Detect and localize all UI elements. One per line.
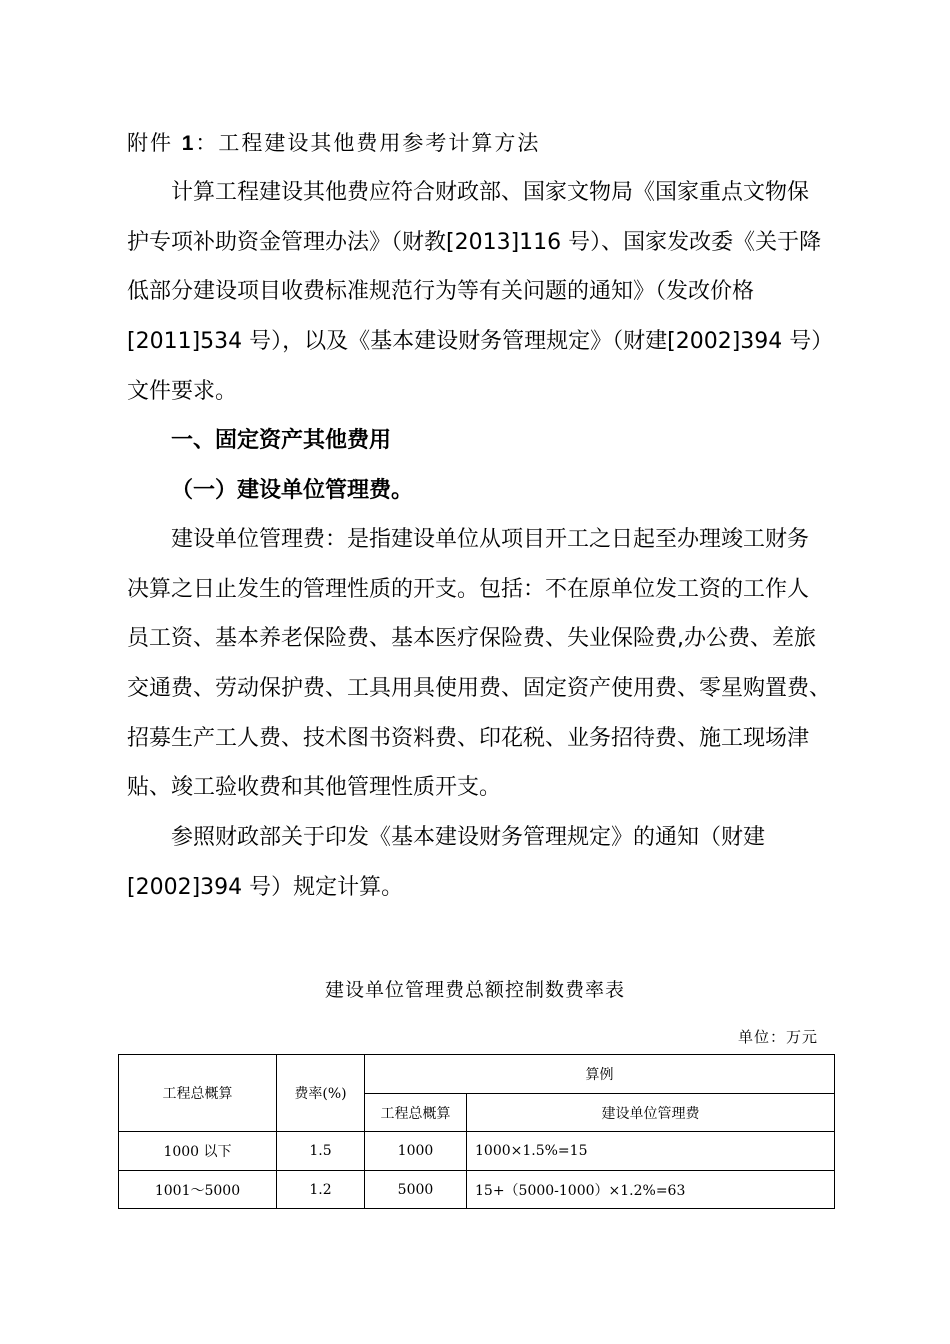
table-unit-label: 单位：万元 bbox=[737, 1028, 818, 1046]
attachment-heading bbox=[127, 128, 540, 159]
table-title: 建设单位管理费总额控制数费率表 bbox=[324, 979, 625, 1001]
paragraph-line: 建设单位管理费：是指建设单位从项目开工之日起至办理竣工财务 bbox=[171, 527, 810, 552]
section-heading bbox=[127, 416, 827, 466]
paragraph-line: 员工资、基本养老保险费、基本医疗保险费、失业保险费,办公费、差旅 bbox=[127, 626, 816, 652]
paragraph-line: 参照财政部关于印发《基本建设财务管理规定》的通知（财建 bbox=[171, 825, 766, 850]
paragraph-line: 决算之日止发生的管理性质的开支。包括：不在原单位发工资的工作人 bbox=[127, 576, 810, 602]
paragraph-line: 交通费、劳动保护费、工具用具使用费、固定资产使用费、零星购置费、 bbox=[127, 676, 832, 702]
cell-budget: 1000 bbox=[365, 1132, 467, 1171]
cell-budget: 5000 bbox=[365, 1171, 467, 1209]
header-example-budget: 工程总概算 bbox=[365, 1094, 467, 1132]
table-row bbox=[119, 1171, 835, 1209]
intro-paragraph bbox=[127, 168, 834, 416]
cell-range: 1000 以下 bbox=[119, 1132, 277, 1171]
attachment-title: ：工程建设其他费用参考计算方法 bbox=[195, 131, 541, 155]
paragraph-line: 文件要求。 bbox=[127, 378, 238, 404]
cell-rate: 1.5 bbox=[277, 1132, 365, 1171]
section-heading-text: 一、固定资产其他费用 bbox=[171, 428, 392, 453]
subsection-heading bbox=[127, 466, 827, 516]
table-header-row bbox=[119, 1055, 835, 1094]
paragraph-line: 招募生产工人费、技术图书资料费、印花税、业务招待费、施工现场津 bbox=[127, 725, 810, 751]
attachment-prefix: 附件 bbox=[127, 131, 173, 155]
paragraph-line: 低部分建设项目收费标准规范行为等有关问题的通知》（发改价格 bbox=[127, 279, 755, 305]
header-example-fee: 建设单位管理费 bbox=[467, 1094, 835, 1132]
header-rate: 费率(%) bbox=[277, 1055, 365, 1132]
table-row bbox=[119, 1132, 835, 1171]
definition-paragraph bbox=[127, 515, 832, 813]
reference-paragraph bbox=[127, 813, 827, 912]
paragraph-line: 计算工程建设其他费应符合财政部、国家文物局《国家重点文物保 bbox=[171, 180, 810, 205]
cell-calculation: 1000×1.5%=15 bbox=[467, 1132, 835, 1171]
subsection-heading-text: （一）建设单位管理费。 bbox=[171, 478, 414, 503]
cell-range: 1001～5000 bbox=[119, 1171, 277, 1209]
header-total-budget: 工程总概算 bbox=[119, 1055, 277, 1132]
paragraph-line: 护专项补助资金管理办法》（财教[2013]116 号）、国家发改委《关于降 bbox=[127, 229, 822, 255]
cell-calculation: 15+（5000-1000）×1.2%=63 bbox=[467, 1171, 835, 1209]
attachment-number: 1 bbox=[181, 132, 196, 155]
cell-rate: 1.2 bbox=[277, 1171, 365, 1209]
header-example: 算例 bbox=[365, 1055, 835, 1094]
paragraph-line: [2011]534 号），以及《基本建设财务管理规定》（财建[2002]394 号） bbox=[127, 329, 834, 355]
fee-rate-table bbox=[118, 1054, 835, 1209]
paragraph-line: [2002]394 号）规定计算。 bbox=[127, 874, 404, 900]
paragraph-line: 贴、竣工验收费和其他管理性质开支。 bbox=[127, 775, 502, 801]
